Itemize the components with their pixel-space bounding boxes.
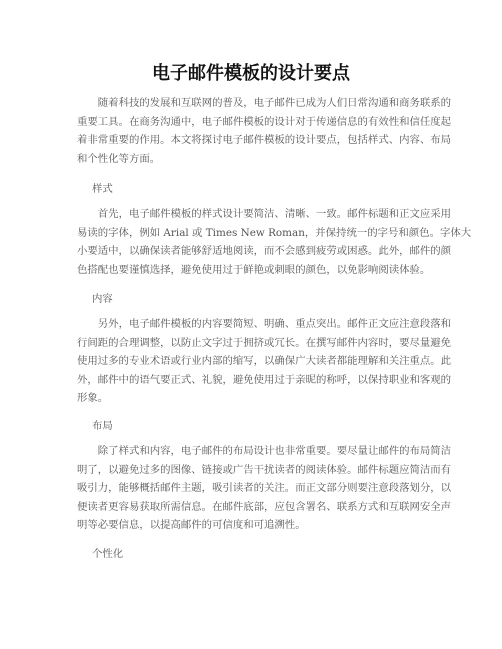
paragraph-line: 首先，电子邮件模板的样式设计要简洁、清晰、一致。邮件标题和正文应采用 — [97, 208, 452, 220]
paragraph-line: 和个性化等方面。 — [77, 152, 161, 165]
paragraph-line: 使用过多的专业术语或行业内部的缩写，以确保广大读者都能理解和关注重点。此 — [77, 355, 452, 367]
paragraph-line: 行间距的合理调整，以防止文字过于拥挤或冗长。在撰写邮件内容时，要尽量避免 — [77, 336, 452, 349]
document-title: 电子邮件模板的设计要点 — [152, 63, 350, 84]
section-heading-style: 样式 — [92, 183, 113, 195]
section-heading-content: 内容 — [92, 293, 113, 305]
section-heading-personalization: 个性化 — [92, 548, 124, 560]
paragraph-line: 另外，电子邮件模板的内容要简短、明确、重点突出。邮件正文应注意段落和 — [97, 318, 452, 330]
paragraph-line: 小要适中，以确保读者能够舒适地阅读，而不会感到疲劳或困惑。此外，邮件的颜 — [77, 245, 452, 257]
paragraph-line: 重要工具。在商务沟通中，电子邮件模板的设计对于传递信息的有效性和信任度起 — [77, 115, 452, 128]
paragraph-line: 除了样式和内容，电子邮件的布局设计也非常重要。要尽量让邮件的布局简洁 — [97, 445, 452, 457]
paragraph-line: 吸引力，能够概括邮件主题，吸引读者的关注。而正文部分则要注意段落划分，以 — [77, 482, 452, 494]
paragraph-line: 色搭配也要谨慎选择，避免使用过于鲜艳或刺眼的颜色，以免影响阅读体验。 — [77, 263, 431, 276]
paragraph-line: 随着科技的发展和互联网的普及，电子邮件已成为人们日常沟通和商务联系的 — [97, 97, 452, 109]
paragraph-line: 着非常重要的作用。本文将探讨电子邮件模板的设计要点，包括样式、内容、布局 — [77, 134, 452, 146]
section-paragraph-content — [77, 315, 452, 408]
intro-paragraph — [77, 94, 452, 168]
section-paragraph-style — [77, 205, 472, 279]
paragraph-line: 形象。 — [77, 392, 109, 404]
section-paragraph-layout — [77, 442, 452, 535]
paragraph-line: 易读的字体，例如 Arial 或 Times New Roman，并保持统一的字号和颜色。字体大 — [77, 226, 472, 239]
paragraph-line: 明等必要信息，以提高邮件的可信度和可追溯性。 — [77, 519, 306, 531]
paragraph-line: 便读者更容易获取所需信息。在邮件底部，应包含署名、联系方式和互联网安全声 — [77, 500, 452, 513]
section-heading-layout: 布局 — [92, 420, 113, 432]
paragraph-line: 明了，以避免过多的图像、链接或广告干扰读者的阅读体验。邮件标题应简洁而有 — [77, 463, 452, 476]
paragraph-line: 外，邮件中的语气要正式、礼貌，避免使用过于亲昵的称呼，以保持职业和客观的 — [77, 373, 452, 386]
